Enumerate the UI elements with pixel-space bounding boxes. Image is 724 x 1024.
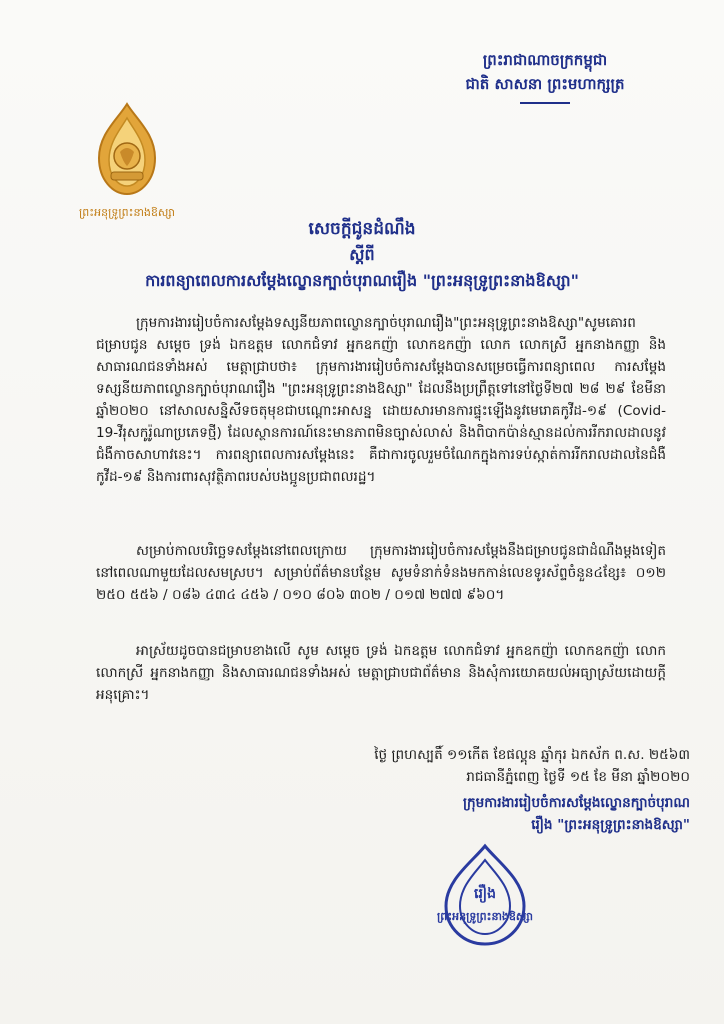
stamp-top-text: រឿង — [474, 886, 496, 902]
motto-text: ជាតិ សាសនា ព្រះមហាក្សត្រ — [465, 75, 625, 93]
official-stamp-icon — [400, 840, 570, 950]
signature-line-2: រឿង "ព្រះអនុទ្រូព្រះនាងឱស្សា" — [531, 817, 690, 833]
paragraph-2-text: សម្រាប់កាលបរិច្ឆេទសម្តែងនៅពេលក្រោយ ក្រុមការងាររៀបចំការសម្តែងនឹងជម្រាបជូនជាដំណឹងម្តងទៀតនៅពេលណាមួយដែលសមស្រប។ សម្រាប់ព័ត៌មានបន្ថែម សូមទំនាក់ទំនងមកកាន់លេខទូរស័ព្ទចំនួន៤ខ្សែ៖ ០១២ ២៥០ ៥៥៦ / ០៨៦ ៤៣៤ ៤៥៦ / ០១០ ៨០៦ ៣០២ / ០១៧ ២៧៧ ៩៦០។ — [96, 543, 666, 603]
document-title — [40, 216, 684, 294]
stamp-bottom-text: ព្រះអនុទ្រូព្រះនាងឱស្សា — [437, 910, 533, 923]
paragraph-1-text: ក្រុមការងាររៀបចំការសម្តែងទស្សនីយភាពល្ខោនក្បាច់បុរាណរឿង"ព្រះអនុទ្រូព្រះនាងឱស្សា"សូមគោរពជម្រាបជូន សម្តេច ទ្រង់ ឯកឧត្តម លោកជំទាវ អ្នកឧកញ៉ា លោកឧកញ៉ា លោក លោកស្រី អ្នកនាងកញ្ញា និងសាធារណជនទាំងអស់ មេត្តាជ្រាបថា៖ ក្រុមការងាររៀបចំការសម្តែងបានសម្រេចធ្វើការពន្យាពេល ការសម្តែង ទស្សនីយភាពល្ខោនក្បាច់បុរាណរឿង "ព្រះអនុទ្រូព្រះនាងឱស្សា" ដែលនឹងប្រព្រឹត្តទៅនៅថ្ងៃទី២៧ ២៨ ២៩ ខែមីនា ឆ្នាំ២០២០ នៅសាលសន្និសីទចតុមុខជាបណ្តោះអាសន្ន ដោយសារមានការផ្ទុះឡើងនូវមេរោគកូវីដ-១៩ (Covid-19-វីរុសកូរ៉ូណាប្រភេទថ្មី) ដែលស្ថានការណ៍នេះមានភាពមិនច្បាស់លាស់ និងពិបាកប៉ាន់ស្មានដល់ការរីករាលដាលនូវជំងឺកាចសាហាវនេះ។ ការពន្យាពេលការសម្តែងនេះ គឺជាការចូលរួមចំណែកក្នុងការទប់ស្កាត់ការរីករាលដាលនៃជំងឺ កូវីដ-១៩ និងការពារសុវត្ថិភាពរបស់បងប្អូនប្រជាពលរដ្ឋ។ — [96, 315, 666, 485]
solar-date: រាជធានីភ្នំពេញ ថ្ងៃទី ១៥ ខែ មីនា ឆ្នាំ២០២០ — [466, 769, 690, 785]
lunar-date: ថ្ងៃ ព្រហស្បតិ៍ ១១កើត ខែផល្គុន ឆ្នាំកុរ ឯកស័ក ព.ស. ២៥៦៣ — [374, 747, 690, 763]
paragraph-1 — [96, 312, 666, 488]
paragraph-3 — [96, 640, 666, 706]
signature-block — [330, 792, 690, 836]
header-divider — [520, 102, 570, 104]
paragraph-3-text: អាស្រ័យដូចបានជម្រាបខាងលើ សូម សម្តេច ទ្រង់ ឯកឧត្តម លោកជំទាវ អ្នកឧកញ៉ា លោកឧកញ៉ា លោក លោកស្រី អ្នកនាងកញ្ញា និងសាធារណជនទាំងអស់ មេត្តាជ្រាបជាព័ត៌មាន និងសុំការយោគយល់អធ្យាស្រ័យដោយក្តីអនុគ្រោះ។ — [96, 643, 666, 703]
title-notice: សេចក្តីជូនដំណឹង — [308, 219, 416, 239]
date-block — [330, 744, 690, 788]
signature-line-1: ក្រុមការងាររៀបចំការសម្តែងល្ខោនក្បាច់បុរាណ — [462, 795, 690, 811]
paragraph-2 — [96, 540, 666, 606]
flame-emblem-icon — [87, 100, 167, 200]
logo-caption: ព្រះអនុទ្រូព្រះនាងឱស្សា — [79, 206, 175, 219]
title-regarding: ស្តីពី — [349, 245, 375, 264]
title-subject: ការពន្យាពេលការសម្តែងល្ខោនក្បាច់បុរាណរឿង "ព្រះអនុទ្រូព្រះនាងឱស្សា" — [145, 271, 579, 290]
national-header — [430, 48, 660, 104]
show-logo — [72, 100, 182, 222]
kingdom-text: ព្រះរាជាណាចក្រកម្ពុជា — [482, 51, 608, 69]
